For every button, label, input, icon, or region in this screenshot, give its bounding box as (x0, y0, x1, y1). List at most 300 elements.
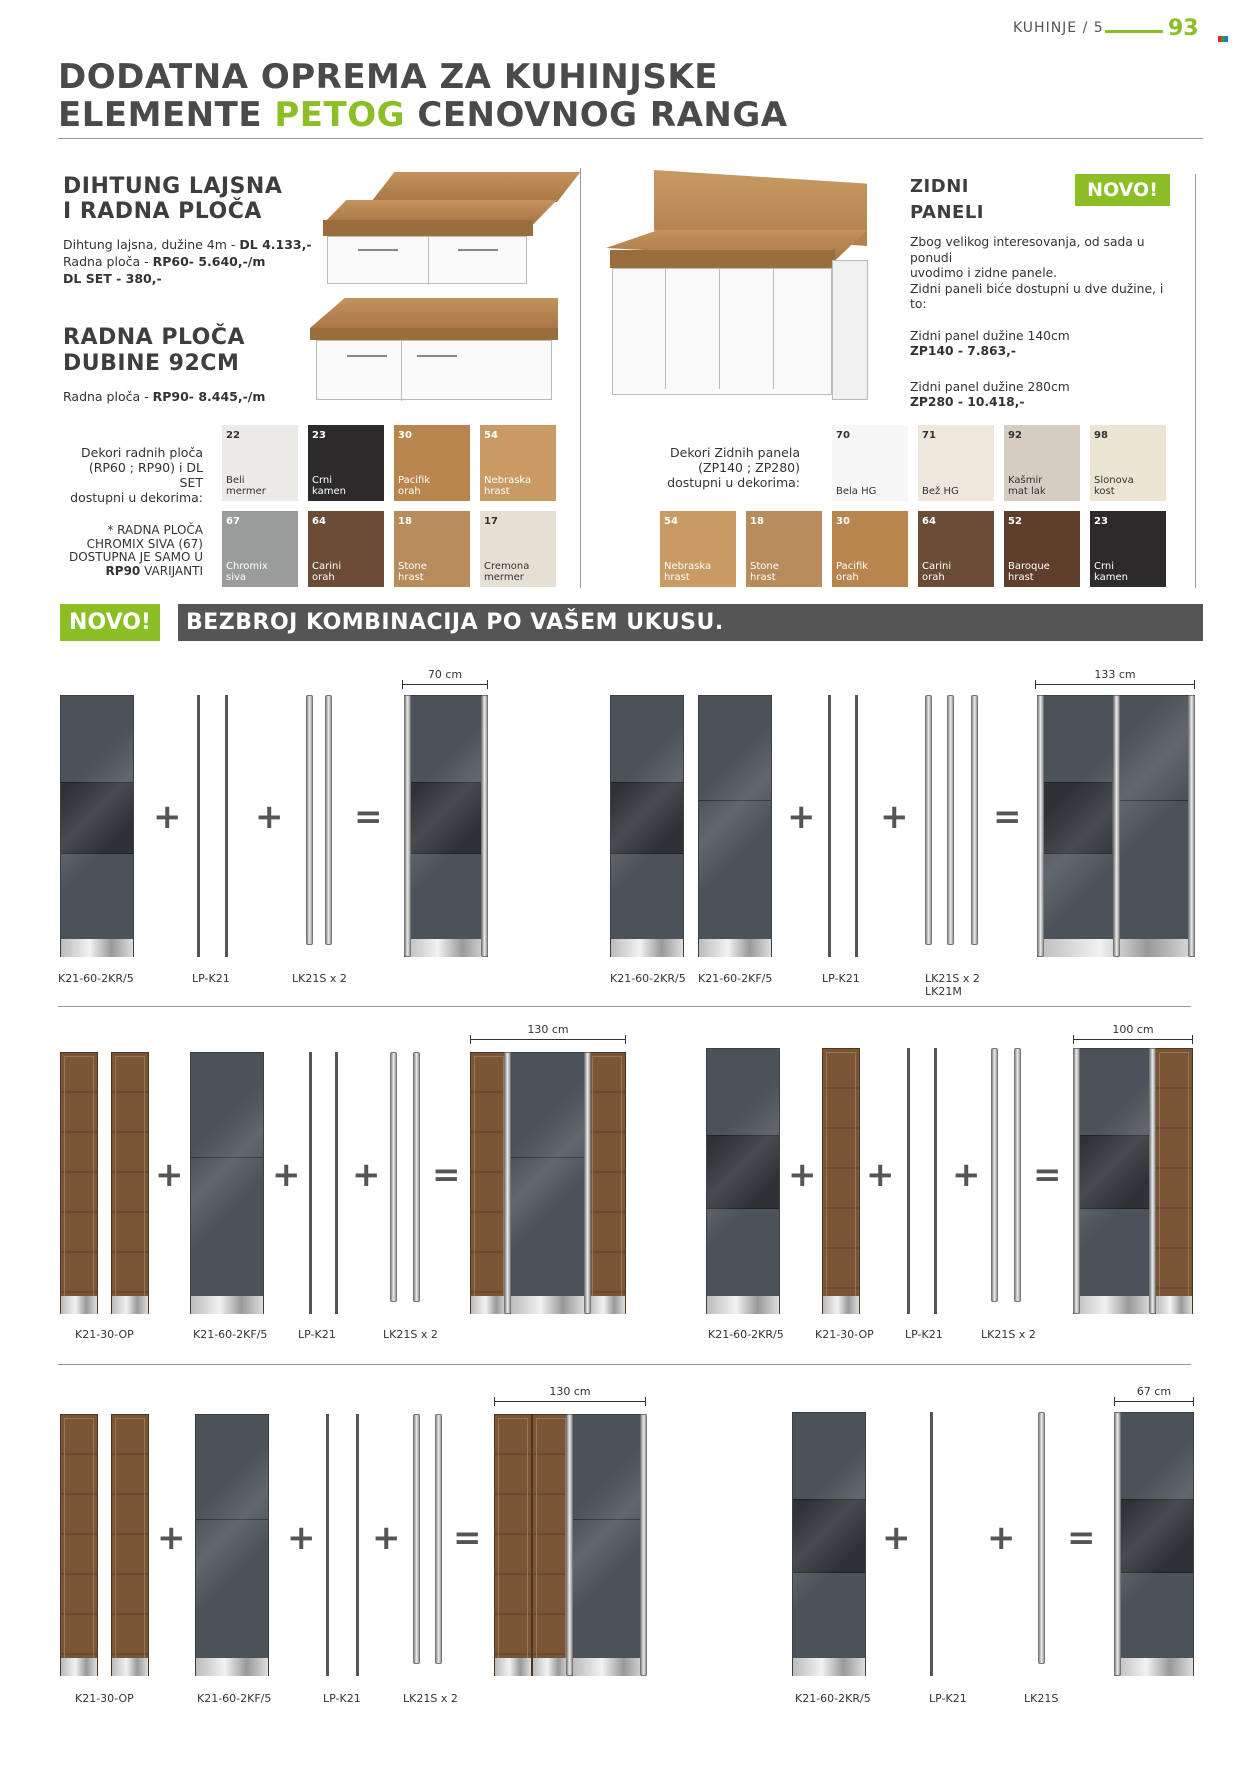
plinth (495, 1658, 531, 1676)
decor-name-line: Beli (226, 475, 245, 486)
chromix-note (60, 524, 203, 578)
part-code: LP-K21 (905, 1328, 943, 1341)
combinations-badge: NOVO! (60, 604, 160, 641)
plinth (511, 1296, 585, 1314)
desc-line: Zidni panel dužine 140cm (910, 328, 1070, 343)
plinth (699, 939, 771, 957)
chrome-rail (1038, 1412, 1045, 1664)
assembled-combo-5-left (494, 1414, 532, 1676)
brand-logo (1218, 36, 1228, 42)
decor-name (398, 561, 427, 583)
decor-name (398, 475, 430, 497)
price-label: Radna ploča - (63, 389, 153, 404)
dimension-line (1114, 1401, 1194, 1402)
decor-code: 52 (1008, 516, 1022, 527)
side-panel (828, 695, 831, 957)
wall-panels-title-1: ZIDNI (910, 176, 969, 197)
plus-sign: + (157, 1518, 186, 1558)
part-code: K21-60-2KF/5 (193, 1328, 268, 1341)
side-panel (356, 1414, 359, 1676)
decor-code: 54 (484, 430, 498, 441)
price-value: DL 4.133,- (239, 237, 312, 252)
plus-sign: + (952, 1155, 981, 1195)
decor-code: 23 (1094, 516, 1108, 527)
price-value: RP60- 5.640,-/m (152, 254, 266, 269)
decor-name-line: Slonova (1094, 475, 1134, 486)
decor-name-line: mermer (226, 486, 266, 497)
label-line: dostupni u dekorima: (667, 475, 800, 490)
assembled-combo-4-left (1073, 1048, 1153, 1314)
worktop-decor-swatches (222, 425, 558, 589)
decor-code: 67 (226, 516, 240, 527)
dimension-label: 130 cm (549, 1385, 591, 1398)
row-separator (58, 1006, 1191, 1007)
plinth (112, 1658, 148, 1676)
decor-code: 17 (484, 516, 498, 527)
part-code: K21-60-2KR/5 (610, 972, 686, 985)
decor-name-line: Baroque (1008, 561, 1050, 572)
plus-sign: + (882, 1518, 911, 1558)
decor-swatch (1090, 425, 1166, 501)
seal-strip-title-1: DIHTUNG LAJSNA (63, 174, 283, 199)
decor-swatch (660, 511, 736, 587)
part-code: LP-K21 (822, 972, 860, 985)
decor-name-line: orah (922, 572, 945, 583)
part-code: LP-K21 (298, 1328, 336, 1341)
worktop92-title (63, 325, 245, 377)
decor-name-line: Nebraska (664, 561, 712, 572)
plus-sign: + (255, 797, 284, 837)
appliance-niche (1115, 1499, 1193, 1573)
decor-name (750, 561, 779, 583)
decor-name (836, 486, 876, 497)
decor-swatch (1090, 511, 1166, 587)
chrome-rail (435, 1414, 442, 1664)
page-number: 93 (1168, 16, 1199, 41)
decor-code: 22 (226, 430, 240, 441)
decor-name-line: Crni (312, 475, 333, 486)
wall-panel-illustration (606, 170, 871, 400)
plinth (196, 1658, 268, 1676)
decor-name-line: kost (1094, 486, 1115, 497)
decor-name-line: mermer (484, 572, 524, 583)
price-line-dlset (63, 270, 312, 287)
decor-code: 23 (312, 430, 326, 441)
decor-name-line: Bela HG (836, 486, 877, 497)
chrome-rail (1037, 695, 1044, 957)
door-gap (665, 269, 666, 389)
decor-code: 30 (836, 516, 850, 527)
door-gap (719, 269, 720, 389)
combinations-banner: BEZBROJ KOMBINACIJA PO VAŠEM UKUSU. (178, 604, 1203, 641)
decor-name-line: Nebraska (484, 475, 532, 486)
plinth (1156, 1296, 1192, 1314)
decor-name (664, 561, 711, 583)
note-text: VARIJANTI (140, 563, 203, 578)
spacer (910, 313, 1170, 329)
decor-name (1008, 561, 1050, 583)
door-gap (773, 269, 774, 389)
chrome-rail (925, 695, 932, 945)
decor-swatch (832, 425, 908, 501)
decor-swatch (918, 425, 994, 501)
part-code: LK21S x 2 (981, 1328, 1036, 1341)
worktop-edge (310, 328, 558, 340)
decor-name-line: hrast (398, 572, 424, 583)
part-code: K21-30-OP (815, 1328, 874, 1341)
plus-sign: + (153, 797, 182, 837)
part-code: K21-30-OP (75, 1328, 134, 1341)
appliance-niche (793, 1499, 865, 1573)
cabinet-k21-30-op (60, 1414, 98, 1676)
label-line: Dekori Zidnih panela (670, 445, 800, 460)
chrome-rail (640, 1414, 647, 1676)
label-line: Dekori radnih ploča (81, 445, 203, 460)
decor-code: 64 (922, 516, 936, 527)
decor-code: 70 (836, 430, 850, 441)
seal-strip-title-2: I RADNA PLOČA (63, 199, 262, 224)
chrome-rail (481, 695, 488, 957)
decor-name (1094, 561, 1128, 583)
note-line (60, 565, 203, 579)
side-panel (934, 1048, 937, 1314)
equals-sign: = (453, 1518, 482, 1558)
cabinet-front (612, 268, 832, 395)
decor-name-line: hrast (484, 486, 510, 497)
plus-sign: + (352, 1155, 381, 1195)
chrome-rail (1149, 1048, 1156, 1314)
plinth (1115, 1658, 1193, 1676)
label-line: (RP60 ; RP90) i DL SET (88, 460, 203, 490)
plinth (61, 1296, 97, 1314)
dimension-label: 100 cm (1112, 1023, 1154, 1036)
worktop92-title-2: DUBINE 92CM (63, 351, 240, 376)
dimension-label: 70 cm (427, 668, 463, 681)
decor-name (312, 475, 346, 497)
handle (417, 355, 457, 357)
part-code: LK21S x 2 (403, 1692, 458, 1705)
decor-name (1008, 475, 1046, 497)
wall-panel-swatches-row2 (660, 511, 1172, 589)
cabinet-k21-30-op (60, 1052, 98, 1314)
wall-panel-decors-label (660, 445, 800, 490)
decor-swatch (918, 511, 994, 587)
decor-name-line: mat lak (1008, 486, 1046, 497)
door-gap (401, 341, 402, 401)
side-panel (907, 1048, 910, 1314)
decor-code: 92 (1008, 430, 1022, 441)
decor-swatch (394, 511, 470, 587)
price-line-rp60 (63, 253, 312, 270)
decor-name-line: Stone (398, 561, 427, 572)
cabinet-k21-30-op (111, 1052, 149, 1314)
dimension-line (1035, 684, 1195, 685)
cabinet-k21-30-op (111, 1414, 149, 1676)
plus-sign: + (987, 1518, 1016, 1558)
side-panel (225, 695, 228, 957)
decor-swatch (832, 511, 908, 587)
cabinet-k21-60-2kf (195, 1414, 269, 1676)
decor-name-line: orah (312, 572, 335, 583)
chrome-rail (1114, 1412, 1121, 1676)
worktop-edge (610, 250, 835, 268)
decor-code: 64 (312, 516, 326, 527)
decor-code: 71 (922, 430, 936, 441)
side-panel (326, 1414, 329, 1676)
assembled-combo-3-right (588, 1052, 626, 1314)
plus-sign: + (155, 1155, 184, 1195)
decor-swatch (1004, 425, 1080, 501)
price-label: Dihtung lajsna, dužine 4m - (63, 237, 240, 252)
seal-strip-prices (63, 236, 312, 287)
column-divider (580, 168, 581, 588)
decor-code: 18 (398, 516, 412, 527)
plus-sign: + (787, 797, 816, 837)
cabinet-front (327, 236, 527, 284)
decor-name-line: Kašmir (1008, 475, 1043, 486)
cabinet-k21-60-2kf (698, 695, 772, 957)
plus-sign: + (866, 1155, 895, 1195)
worktop92-title-1: RADNA PLOČA (63, 325, 246, 350)
decor-code: 98 (1094, 430, 1108, 441)
wall-panels-title-2: PANELI (910, 202, 984, 223)
decor-name-line: Pacifik (836, 561, 869, 572)
part-code: K21-60-2KR/5 (708, 1328, 784, 1341)
decor-name-line: Carini (922, 561, 952, 572)
appliance-niche (707, 1135, 779, 1209)
header-accent-line (1105, 30, 1163, 33)
spacer (910, 360, 1170, 380)
part-code: K21-60-2KF/5 (197, 1692, 272, 1705)
page-title (58, 58, 788, 134)
door-split (699, 800, 771, 801)
chrome-rail (971, 695, 978, 945)
side-panel (309, 1052, 312, 1314)
side-panel (930, 1412, 933, 1676)
decor-name (484, 475, 531, 497)
appliance-niche (61, 782, 133, 854)
plus-sign: + (287, 1518, 316, 1558)
page-title-line2 (58, 96, 788, 134)
chrome-rail (991, 1048, 998, 1302)
handle (347, 355, 387, 357)
equals-sign: = (432, 1155, 461, 1195)
part-code: LK21S (1024, 1692, 1059, 1705)
decor-swatch (746, 511, 822, 587)
price-value: ZP140 - 7.863,- (910, 344, 1016, 358)
decor-name (922, 486, 959, 497)
side-panel (197, 695, 200, 957)
price-value: DL SET - 380,- (63, 271, 162, 286)
decor-name (922, 561, 951, 583)
note-line: * RADNA PLOČA (107, 523, 203, 537)
side-panel (335, 1052, 338, 1314)
assembled-combo-4-right (1155, 1048, 1193, 1314)
chrome-rail (404, 695, 411, 957)
decor-name-line: siva (226, 572, 247, 583)
wall-panels-description (910, 235, 1170, 411)
dimension-label: 130 cm (527, 1023, 569, 1036)
assembled-combo-3-left (470, 1052, 508, 1314)
decor-swatch (222, 425, 298, 501)
plus-sign: + (372, 1518, 401, 1558)
decor-code: 18 (750, 516, 764, 527)
decor-name-line: kamen (312, 486, 346, 497)
part-code: LK21S x 2 (925, 972, 980, 985)
price-value: ZP280 - 10.418,- (910, 395, 1025, 409)
part-code: K21-60-2KR/5 (795, 1692, 871, 1705)
decor-swatch (308, 425, 384, 501)
side-panel (855, 695, 858, 957)
plinth (112, 1296, 148, 1314)
plinth (61, 1658, 97, 1676)
decor-swatch (394, 425, 470, 501)
chrome-rail (325, 695, 332, 945)
decor-swatch (480, 511, 556, 587)
dimension-line (402, 684, 488, 685)
row-separator (58, 1364, 1191, 1365)
price-label: Radna ploča - (63, 254, 153, 269)
right-edge-divider (1195, 174, 1196, 588)
decor-name (484, 561, 529, 583)
dimension-line (494, 1401, 646, 1402)
worktop92-price (63, 388, 265, 405)
part-code: LP-K21 (323, 1692, 361, 1705)
plinth (707, 1296, 779, 1314)
chrome-rail (504, 1052, 511, 1314)
decor-name-line: hrast (750, 572, 776, 583)
assembled-combo-6 (1114, 1412, 1194, 1676)
note-line: DOSTUPNA JE SAMO U (68, 550, 203, 564)
cabinet-k21-60-2kf (190, 1052, 264, 1314)
decor-swatch (222, 511, 298, 587)
desc-line: Zidni panel dužine 280cm (910, 379, 1070, 394)
chrome-rail (1188, 695, 1195, 957)
part-code: LK21M (925, 985, 962, 998)
countertop-illustration-1 (323, 172, 557, 284)
decor-name-line: Bež HG (922, 486, 959, 497)
decor-name-line: orah (836, 572, 859, 583)
page-title-line1: DODATNA OPREMA ZA KUHINJSKE (58, 57, 718, 97)
assembled-combo-3-center (510, 1052, 586, 1314)
decor-name (836, 561, 868, 583)
cabinet-k21-60-2kr (792, 1412, 866, 1676)
title-part-a: ELEMENTE (58, 95, 275, 135)
dimension-label: 133 cm (1094, 668, 1136, 681)
new-badge: NOVO! (1075, 174, 1170, 206)
part-code: K21-60-2KF/5 (698, 972, 773, 985)
worktop (310, 298, 558, 328)
plinth (405, 939, 487, 957)
part-code: K21-60-2KR/5 (58, 972, 134, 985)
cabinet-side (832, 260, 868, 400)
plus-sign: + (788, 1155, 817, 1195)
dimension-line (1073, 1039, 1193, 1040)
cabinet-k21-30-op (822, 1048, 860, 1314)
wall-panels-title (910, 174, 984, 226)
chrome-rail (413, 1052, 420, 1302)
equals-sign: = (993, 797, 1022, 837)
chrome-rail (1073, 1048, 1080, 1314)
door-gap (428, 237, 429, 285)
chrome-rail (584, 1052, 591, 1314)
title-rule (58, 138, 1203, 139)
equals-sign: = (354, 797, 383, 837)
door-split (573, 1519, 645, 1520)
dimension-label: 67 cm (1136, 1385, 1172, 1398)
title-part-c: CENOVNOG RANGA (405, 95, 788, 135)
chrome-rail (1113, 695, 1120, 957)
appliance-niche (611, 782, 683, 854)
wall-panel-swatches-row1 (832, 425, 1172, 503)
decor-name (226, 561, 268, 583)
decor-swatch (1004, 511, 1080, 587)
seal-strip-title (63, 174, 282, 224)
decor-name-line: kamen (1094, 572, 1128, 583)
note-line: CHROMIX SIVA (67) (86, 536, 203, 551)
worktop-decors-label (70, 445, 203, 505)
section-label: KUHINJE / 5 (1013, 20, 1104, 36)
plinth (793, 1658, 865, 1676)
decor-name-line: Chromix (226, 561, 268, 572)
chrome-rail (566, 1414, 573, 1676)
door-split (196, 1519, 268, 1520)
decor-name (226, 475, 266, 497)
plinth (823, 1296, 859, 1314)
decor-name-line: hrast (664, 572, 690, 583)
worktop-edge (323, 220, 533, 236)
assembled-combo-5-right (572, 1414, 646, 1676)
equals-sign: = (1033, 1155, 1062, 1195)
plinth (589, 1296, 625, 1314)
countertop-illustration-2 (310, 298, 558, 402)
chrome-rail (1014, 1048, 1021, 1302)
plinth (533, 1658, 569, 1676)
decor-code: 30 (398, 430, 412, 441)
decor-name-line: orah (398, 486, 421, 497)
door-split (191, 1157, 263, 1158)
decor-name-line: hrast (1008, 572, 1034, 583)
cabinet-front (316, 340, 552, 400)
plinth (471, 1296, 507, 1314)
assembled-combo-5-mid (532, 1414, 570, 1676)
plinth (611, 939, 683, 957)
label-line: dostupni u dekorima: (70, 490, 203, 505)
price-line-dl (63, 236, 312, 253)
handle (358, 249, 398, 251)
backsplash-strip (371, 172, 580, 202)
part-code: LP-K21 (192, 972, 230, 985)
decor-name-line: Pacifik (398, 475, 431, 486)
part-code: LK21S x 2 (292, 972, 347, 985)
chrome-rail (390, 1052, 397, 1302)
decor-code: 54 (664, 516, 678, 527)
plus-sign: + (272, 1155, 301, 1195)
equals-sign: = (1067, 1518, 1096, 1558)
note-bold: RP90 (105, 563, 141, 578)
plinth (573, 1658, 645, 1676)
plus-sign: + (880, 797, 909, 837)
price-value: RP90- 8.445,-/m (152, 389, 266, 404)
assembled-combo-1 (404, 695, 488, 957)
chrome-rail (306, 695, 313, 945)
part-code: LK21S x 2 (383, 1328, 438, 1341)
decor-name (1094, 475, 1134, 497)
part-code: K21-30-OP (75, 1692, 134, 1705)
handle (458, 249, 498, 251)
door-split (511, 1157, 585, 1158)
appliance-niche (405, 782, 487, 854)
